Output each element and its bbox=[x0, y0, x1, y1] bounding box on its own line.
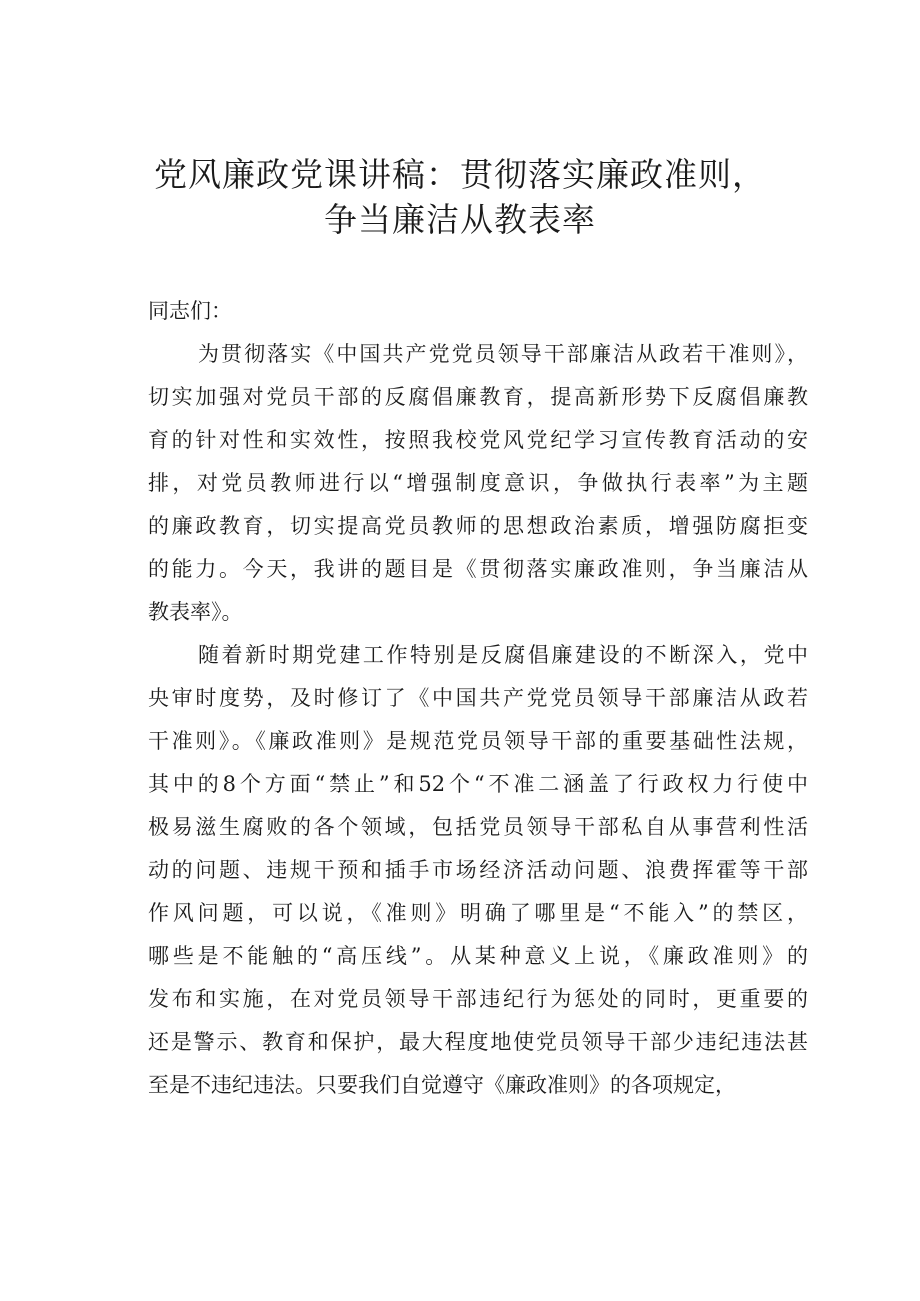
paragraph-line: 教表率》。 bbox=[148, 600, 243, 624]
paragraph-line: 至是不违纪违法。只要我们自觉遵守《廉政准则》的各项规定， bbox=[148, 1073, 736, 1097]
paragraph-line: 的能力。今天，我讲的题目是《贯彻落实廉政准则，争当廉洁从 bbox=[148, 557, 808, 581]
paragraph-line: 干准则》。《廉政准则》是规范党员领导干部的重要基础性法规， bbox=[148, 729, 808, 753]
paragraph-line: 随着新时期党建工作特别是反腐倡廉建设的不断深入，党中 bbox=[198, 643, 808, 667]
paragraph-line: 极易滋生腐败的各个领域，包括党员领导干部私自从事营利性活 bbox=[148, 815, 808, 839]
paragraph-line: 为贯彻落实《中国共产党党员领导干部廉洁从政若干准则》， bbox=[198, 342, 808, 366]
document-body bbox=[148, 290, 808, 1107]
title-line-1: 党风廉政党课讲稿：贯彻落实廉政准则， bbox=[154, 155, 766, 194]
paragraph-line: 动的问题、违规干预和插手市场经济活动问题、浪费挥霍等干部 bbox=[148, 858, 808, 882]
paragraph-line: 的廉政教育，切实提高党员教师的思想政治素质，增强防腐拒变 bbox=[148, 514, 808, 538]
paragraph-line: 育的针对性和实效性，按照我校党风党纪学习宣传教育活动的安 bbox=[148, 428, 808, 452]
paragraph-2 bbox=[148, 634, 808, 1107]
paragraph-line: 切实加强对党员干部的反腐倡廉教育，提高新形势下反腐倡廉教 bbox=[148, 385, 808, 409]
paragraph-line: 央审时度势，及时修订了《中国共产党党员领导干部廉洁从政若 bbox=[148, 686, 808, 710]
paragraph-1 bbox=[148, 333, 808, 634]
title-line-2: 争当廉洁从教表率 bbox=[324, 200, 596, 239]
paragraph-line: 排，对党员教师进行以“增强制度意识，争做执行表率”为主题 bbox=[148, 471, 808, 495]
document-title bbox=[130, 152, 790, 242]
salutation: 同志们： bbox=[148, 299, 232, 323]
paragraph-line: 还是警示、教育和保护，最大程度地使党员领导干部少违纪违法甚 bbox=[148, 1030, 808, 1054]
paragraph-line: 哪些是不能触的“高压线”。从某种意义上说，《廉政准则》的 bbox=[148, 944, 808, 968]
paragraph-line: 作风问题，可以说，《准则》明确了哪里是“不能入”的禁区， bbox=[148, 901, 808, 925]
paragraph-line: 其中的8个方面“禁止”和52个“不准二涵盖了行政权力行使中 bbox=[148, 772, 808, 796]
paragraph-line: 发布和实施，在对党员领导干部违纪行为惩处的同时，更重要的 bbox=[148, 987, 808, 1011]
